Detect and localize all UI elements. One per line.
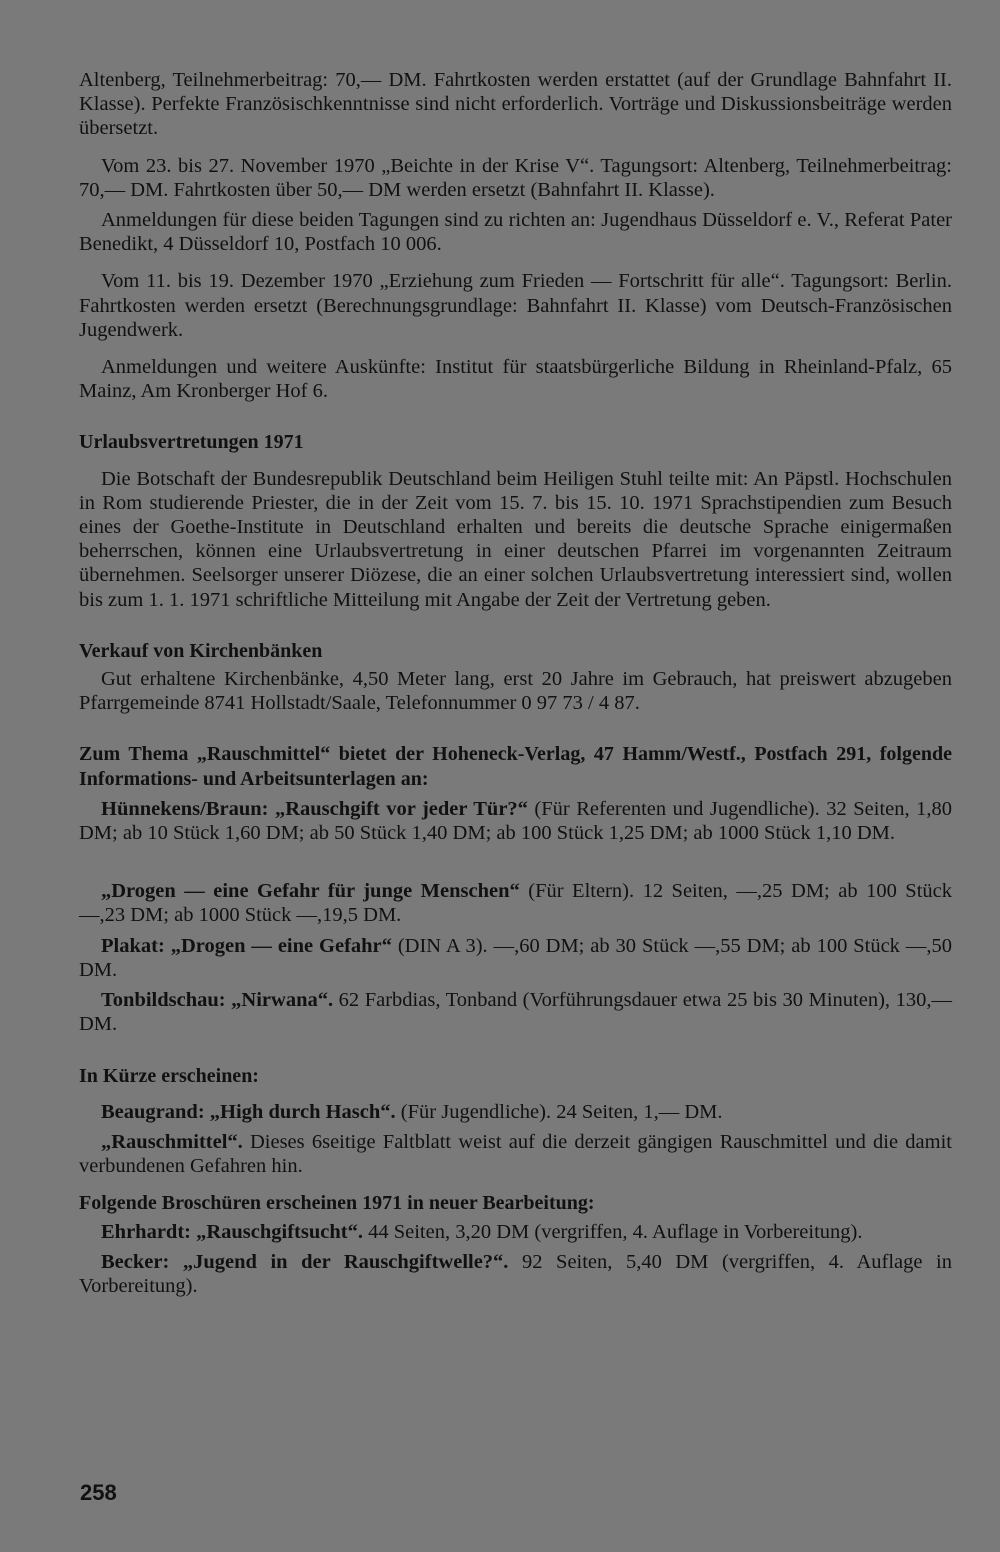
item-details: (Für Jugendliche). 24 Seiten, 1,— DM. xyxy=(395,1100,723,1123)
section-heading-verkauf: Verkauf von Kirchenbänken xyxy=(79,639,323,662)
section-heading-rauschmittel: Zum Thema „Rauschmittel“ bietet der Hoheneck-Verlag, 47 Hamm/Westf., Postfach 291, folgende Informations- und Arbeitsunterlagen an: xyxy=(79,743,952,790)
item-details: (Für Eltern). 12 Seiten, —,25 DM; ab 100 Stück —,23 DM; ab 1000 Stück —,19,5 DM. xyxy=(79,880,953,927)
item-details: 62 Farbdias, Tonband (Vorführungsdauer etwa 25 bis 30 Minuten), 130,— DM. xyxy=(79,989,952,1036)
intro-paragraph-5: Anmeldungen und weitere Auskünfte: Institut für staatsbürgerliche Bildung in Rheinland-Pfalz, 65 Mainz, Am Kronberger Hof 6. xyxy=(79,356,952,403)
item-title: „Rauschmittel“. xyxy=(101,1130,243,1153)
item-details: Dieses 6seitige Faltblatt weist auf die derzeit gängigen Rauschmittel und die damit verbundenen Gefahren hin. xyxy=(79,1130,952,1178)
broschueren-item-1 xyxy=(79,1220,952,1244)
rauschmittel-item-3 xyxy=(79,934,952,982)
item-details: (DIN A 3). —,60 DM; ab 30 Stück —,55 DM; ab 100 Stück —,50 DM. xyxy=(79,934,952,981)
item-title: Plakat: „Drogen — eine Gefahr“ xyxy=(101,934,392,957)
section-heading-urlaub: Urlaubsvertretungen 1971 xyxy=(79,431,304,454)
item-details: (Für Referenten und Jugendliche). 32 Seiten, 1,80 DM; ab 10 Stück 1,60 DM; ab 50 Stück 1,40 DM; ab 100 Stück 1,25 DM; ab 1000 Stück 1,10 DM. xyxy=(79,797,952,845)
verkauf-paragraph: Gut erhaltene Kirchenbänke, 4,50 Meter lang, erst 20 Jahre im Gebrauch, hat preiswert abzugeben Pfarrgemeinde 8741 Hollstadt/Saale, Telefonnummer 0 97 73 / 4 87. xyxy=(79,668,952,715)
section-heading-kuerze: In Kürze erscheinen: xyxy=(79,1064,259,1087)
item-title: Tonbildschau: „Nirwana“. xyxy=(101,989,334,1012)
item-title: Becker: „Jugend in der Rauschgiftwelle?“. xyxy=(101,1250,509,1273)
page-number: 258 xyxy=(80,1480,117,1505)
rauschmittel-item-2 xyxy=(79,879,952,927)
kuerze-item-2 xyxy=(79,1130,952,1178)
intro-paragraph-1: Altenberg, Teilnehmerbeitrag: 70,— DM. Fahrtkosten werden erstattet (auf der Grundlage Bahnfahrt II. Klasse). Perfekte Französischkenntnisse sind nicht erforderlich. Vorträge und Diskussionsbeiträge werden übersetzt. xyxy=(79,69,952,140)
item-title: „Drogen — eine Gefahr für junge Menschen“ xyxy=(101,880,520,903)
intro-paragraph-2: Vom 23. bis 27. November 1970 „Beichte in der Krise V“. Tagungsort: Altenberg, Teilnehmerbeitrag: 70,— DM. Fahrtkosten über 50,— DM werden ersetzt (Bahnfahrt II. Klasse). xyxy=(79,154,952,201)
item-title: Hünnekens/Braun: „Rauschgift vor jeder Tür?“ xyxy=(101,797,528,820)
rauschmittel-item-1 xyxy=(79,797,952,845)
intro-paragraph-4: Vom 11. bis 19. Dezember 1970 „Erziehung zum Frieden — Fortschritt für alle“. Tagungsort: Berlin. Fahrtkosten werden ersetzt (Berechnungsgrundlage: Bahnfahrt II. Klasse) vom Deutsch-Französischen Jugendwerk. xyxy=(79,270,952,341)
item-title: Beaugrand: „High durch Hasch“. xyxy=(101,1100,396,1123)
item-details: 44 Seiten, 3,20 DM (vergriffen, 4. Auflage in Vorbereitung). xyxy=(362,1220,863,1243)
rauschmittel-item-4 xyxy=(79,988,952,1036)
section-heading-broschueren: Folgende Broschüren erscheinen 1971 in neuer Bearbeitung: xyxy=(79,1192,595,1215)
urlaub-paragraph: Die Botschaft der Bundesrepublik Deutschland beim Heiligen Stuhl teilte mit: An Päpstl. Hochschulen in Rom studierende Priester, die in der Zeit vom 15. 7. bis 15. 10. 1971 Sprachstipendien zum Besuch eines der Goethe-Institute in Deutschland erhalten und bereits die deutsche Sprache einigermaßen beherrschen, können eine Urlaubsvertretung in einer deutschen Pfarrei im vorgenannten Zeitraum übernehmen. Seelsorger unserer Diözese, die an einer solchen Urlaubsvertretung interessiert sind, wollen bis zum 1. 1. 1971 schriftliche Mitteilung mit Angabe der Zeit der Vertretung geben. xyxy=(79,467,952,611)
broschueren-item-2 xyxy=(79,1250,952,1298)
intro-paragraph-3: Anmeldungen für diese beiden Tagungen sind zu richten an: Jugendhaus Düsseldorf e. V., Referat Pater Benedikt, 4 Düsseldorf 10, Postfach 10 006. xyxy=(79,209,952,256)
kuerze-item-1 xyxy=(79,1100,952,1124)
item-details: 92 Seiten, 5,40 DM (vergriffen, 4. Auflage in Vorbereitung). xyxy=(79,1250,952,1297)
item-title: Ehrhardt: „Rauschgiftsucht“. xyxy=(101,1220,363,1243)
